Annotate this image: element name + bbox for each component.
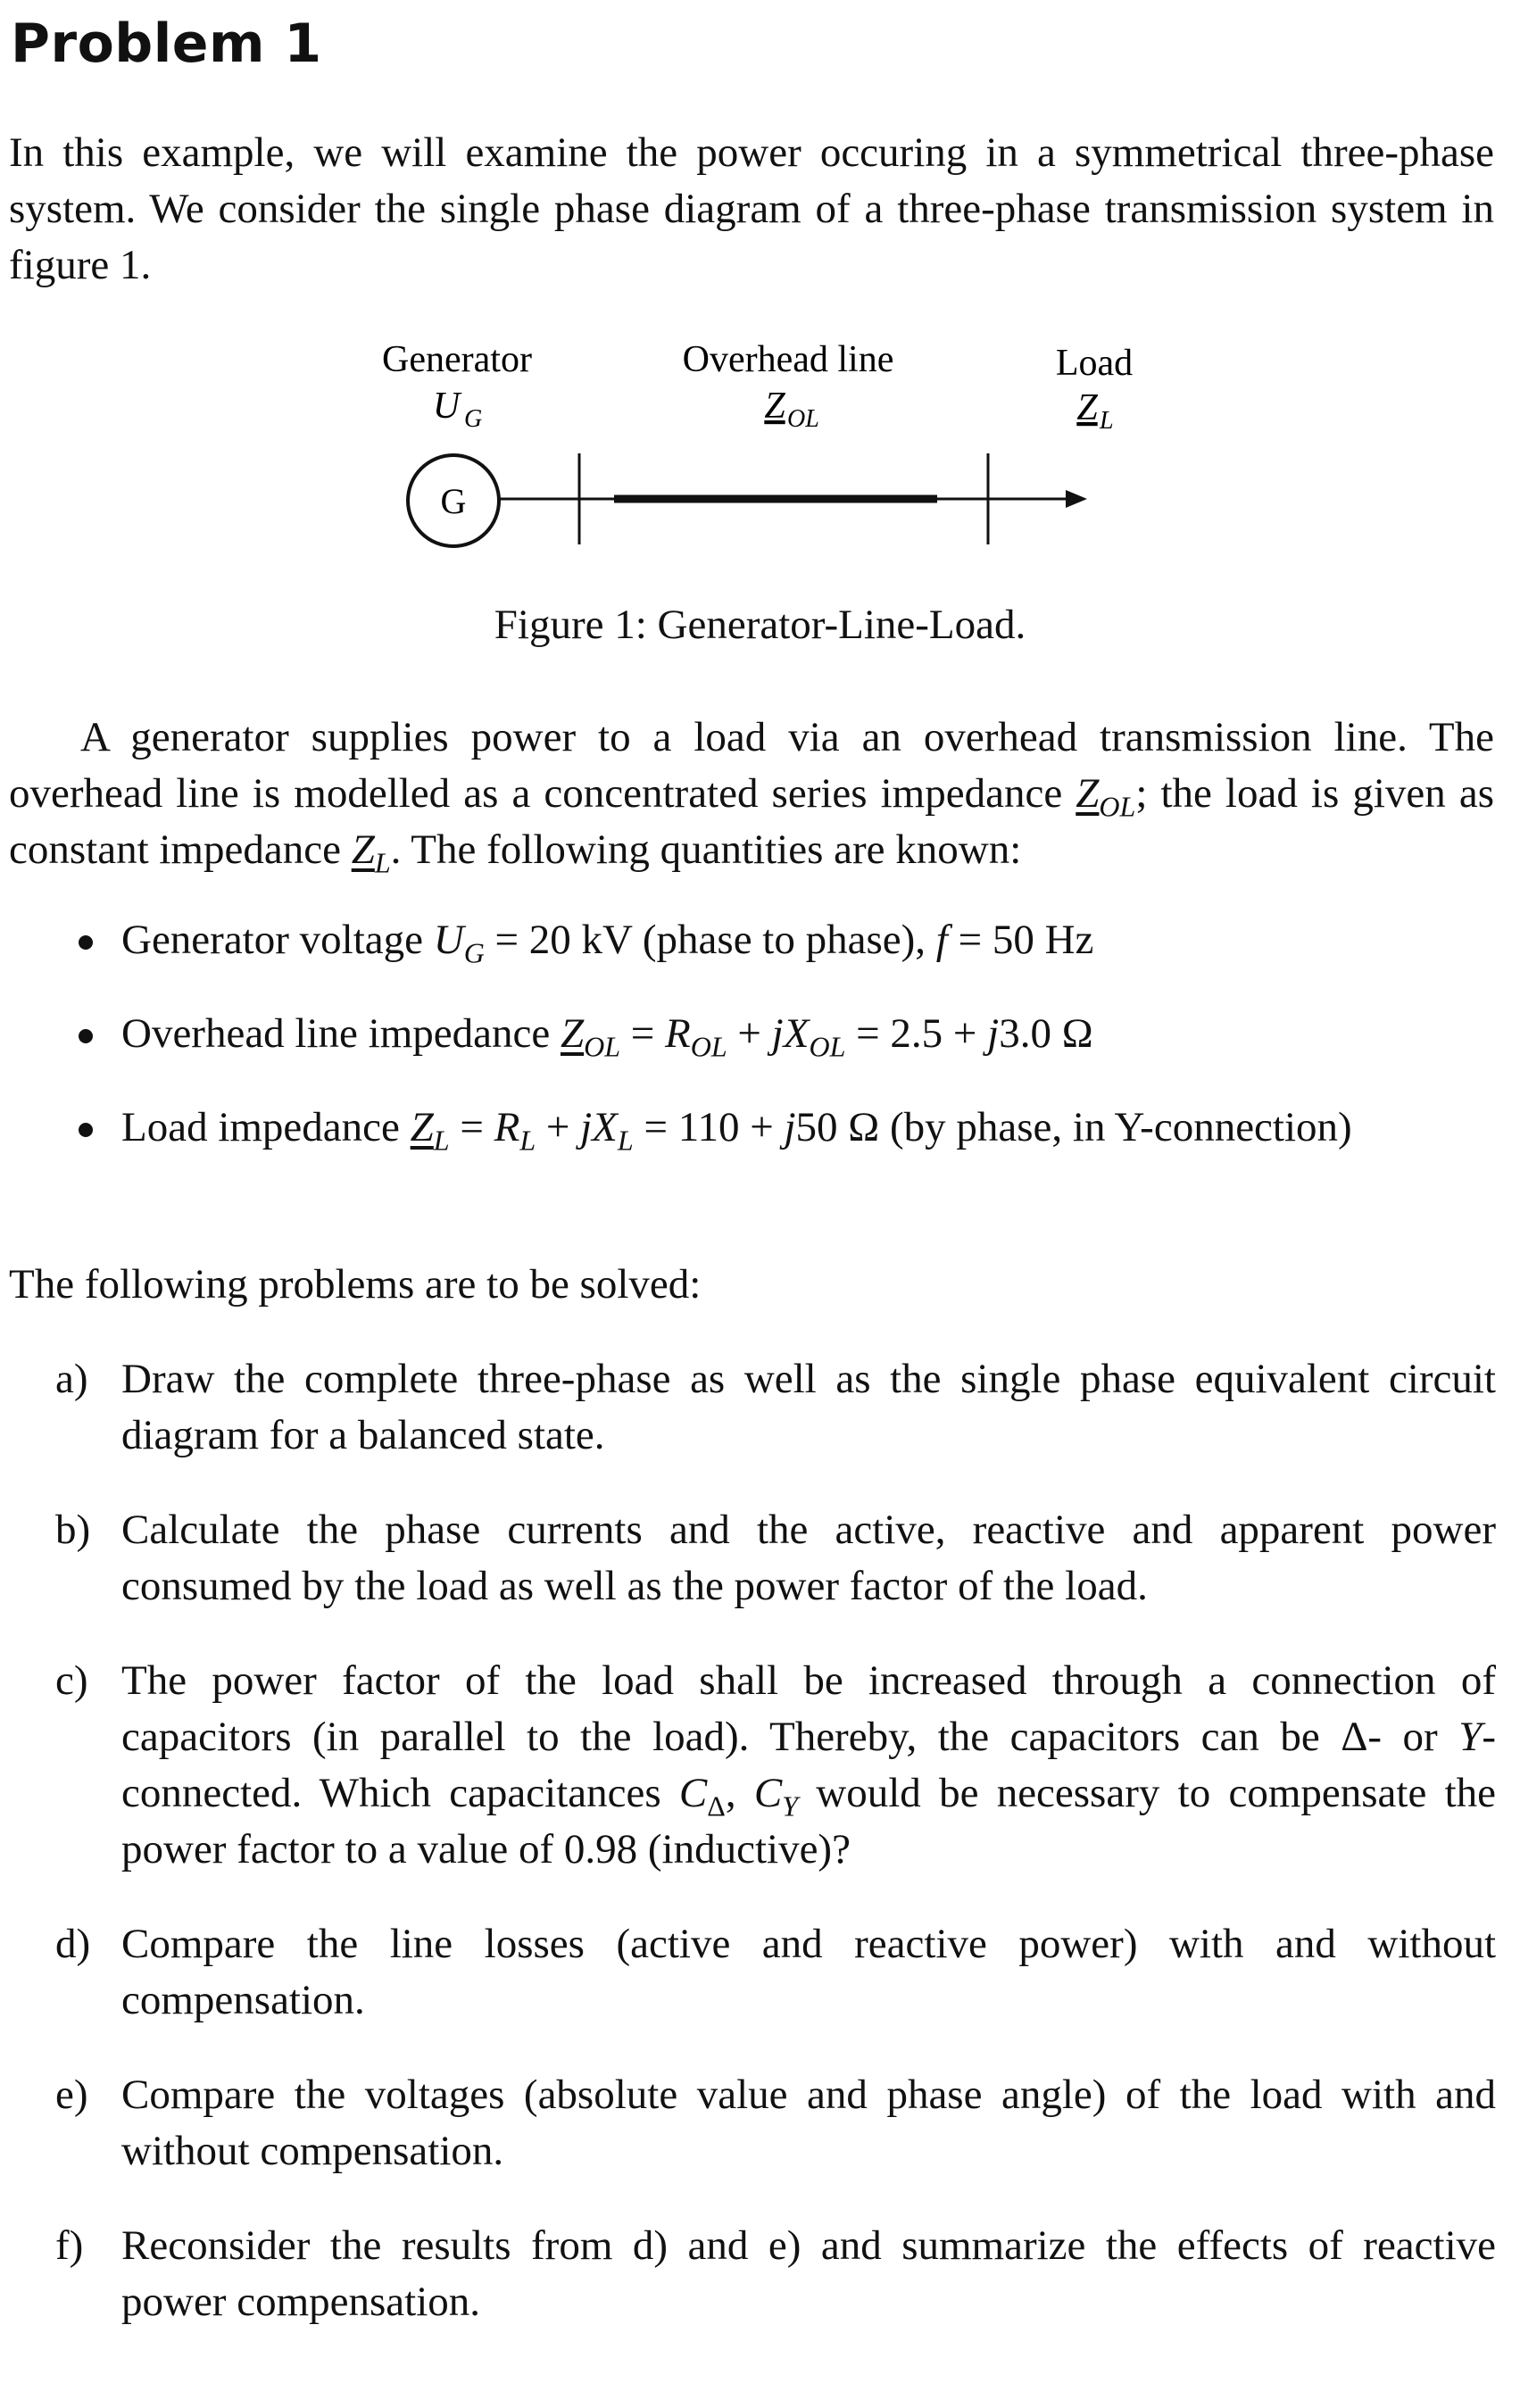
b2-mid: = bbox=[620, 1010, 666, 1057]
b2-tail: 3.0 Ω bbox=[999, 1010, 1093, 1057]
b3-mid: = bbox=[449, 1104, 494, 1150]
b3-j: j bbox=[784, 1104, 796, 1150]
b2-jx-sub: OL bbox=[809, 1030, 846, 1063]
b3-r: R bbox=[494, 1104, 520, 1150]
problem-e bbox=[0, 2067, 1496, 2180]
b2-value: = 2.5 + bbox=[845, 1010, 988, 1057]
intro-paragraph: In this example, we will examine the power occuring in a symmetrical three-phase system. We consider the single phase diagram of a three-phase transmission system in figure 1. bbox=[9, 129, 1494, 288]
list-item bbox=[0, 1100, 1496, 1156]
problem-b-text: Calculate the phase currents and the active, reactive and apparent power consumed by the load as well as the power factor of the load. bbox=[121, 1507, 1496, 1609]
b2-plus: + bbox=[727, 1010, 772, 1057]
generator-symbol-sub: G bbox=[464, 405, 483, 433]
problems-list bbox=[0, 1351, 1520, 2369]
b3-r-sub: L bbox=[519, 1124, 536, 1157]
b3-plus: + bbox=[536, 1104, 581, 1150]
load-symbol-sub: L bbox=[1100, 407, 1114, 435]
problem-c-label: c) bbox=[55, 1657, 88, 1704]
problem-c-comma: , bbox=[725, 1770, 754, 1816]
line-symbol: Z bbox=[764, 386, 785, 427]
problem-heading: Problem 1 bbox=[11, 12, 322, 75]
problem-c-c1-sub: Δ bbox=[707, 1789, 726, 1823]
b3-text: Load impedance bbox=[121, 1104, 411, 1150]
b1-sub: G bbox=[463, 936, 485, 969]
bullet-dot-icon bbox=[79, 935, 93, 950]
para2-text-a: A generator supplies power to a load via an overhead transmission line. The overhead line is modelled as a concentrated series impedance bbox=[9, 714, 1494, 817]
load-symbol: Z bbox=[1076, 387, 1098, 428]
para2-text-b: ; the load is given as constant impedance bbox=[9, 770, 1494, 873]
b1-text: Generator voltage bbox=[121, 917, 434, 963]
b3-eq: Z bbox=[410, 1104, 434, 1150]
figure-caption: Figure 1: Generator-Line-Load. bbox=[494, 602, 1026, 648]
b2-eq: Z bbox=[560, 1010, 585, 1057]
b3-jx-sub: L bbox=[617, 1124, 634, 1157]
problems-intro: The following problems are to be solved: bbox=[9, 1261, 702, 1308]
problem-c bbox=[0, 1653, 1496, 1878]
generator-label: Generator bbox=[382, 339, 532, 380]
generator-circle-label: G bbox=[440, 481, 467, 521]
generator-symbol: U bbox=[432, 386, 461, 427]
b3-tail: 50 Ω (by phase, in Y-connection) bbox=[795, 1104, 1352, 1150]
b2-eq-sub: OL bbox=[584, 1030, 621, 1063]
problem-e-text: Compare the voltages (absolute value and phase angle) of the load with and without compensation. bbox=[121, 2072, 1496, 2174]
problem-b bbox=[0, 1502, 1496, 1615]
problem-b-label: b) bbox=[55, 1507, 91, 1553]
b1-sym: U bbox=[433, 917, 464, 963]
problem-d bbox=[0, 1916, 1496, 2029]
description-paragraph bbox=[9, 710, 1494, 878]
problem-c-c2-sub: Y bbox=[782, 1789, 799, 1823]
problem-a-label: a) bbox=[55, 1356, 88, 1402]
problem-c-t1: The power factor of the load shall be increased through a connection of capacitors (in parallel to the load). Thereby, the capacitors can be Δ- or bbox=[121, 1657, 1496, 1760]
b3-jx: jX bbox=[580, 1104, 618, 1150]
problem-c-y: Y bbox=[1458, 1714, 1483, 1760]
para2-z-l-sub: L bbox=[374, 846, 391, 879]
b1-f: f bbox=[935, 917, 948, 963]
problem-f bbox=[0, 2218, 1496, 2330]
para2-z-ol-sub: OL bbox=[1099, 790, 1136, 823]
line-label: Overhead line bbox=[682, 339, 894, 380]
problem-c-t2: -connected. Which capacitances bbox=[121, 1714, 1496, 1816]
problem-f-text: Reconsider the results from d) and e) and summarize the effects of reactive power compensation. bbox=[121, 2222, 1496, 2325]
b2-r-sub: OL bbox=[690, 1030, 727, 1063]
problem-e-label: e) bbox=[55, 2072, 88, 2118]
problem-c-c2: C bbox=[753, 1770, 783, 1816]
b1-f-value: = 50 Hz bbox=[947, 917, 1094, 963]
problem-c-c1: C bbox=[678, 1770, 708, 1816]
problem-a bbox=[0, 1351, 1496, 1464]
list-item bbox=[0, 1006, 1496, 1062]
bullet-dot-icon bbox=[79, 1123, 93, 1137]
line-symbol-sub: OL bbox=[787, 405, 819, 433]
problem-d-label: d) bbox=[55, 1921, 91, 1967]
problem-f-label: f) bbox=[55, 2222, 84, 2269]
para2-text-c: . The following quantities are known: bbox=[390, 826, 1022, 873]
b2-jx: jX bbox=[771, 1010, 810, 1057]
b1-value: = 20 kV (phase to phase), bbox=[484, 917, 936, 963]
problem-c-t3: would be necessary to compensate the power factor to a value of 0.98 (inductive)? bbox=[121, 1770, 1496, 1872]
list-item bbox=[0, 912, 1496, 968]
para2-z-ol: Z bbox=[1076, 770, 1100, 817]
b3-value: = 110 + bbox=[633, 1104, 785, 1150]
b2-r: R bbox=[665, 1010, 691, 1057]
b2-j: j bbox=[987, 1010, 1000, 1057]
problem-a-text: Draw the complete three-phase as well as the single phase equivalent circuit diagram for a balanced state. bbox=[121, 1356, 1496, 1458]
bullet-dot-icon bbox=[79, 1029, 93, 1043]
problem-d-text: Compare the line losses (active and reactive power) with and without compensation. bbox=[121, 1921, 1496, 2023]
b2-text: Overhead line impedance bbox=[121, 1010, 561, 1057]
known-quantities-list bbox=[0, 912, 1520, 1193]
load-label: Load bbox=[1055, 343, 1134, 384]
load-arrow-icon bbox=[1066, 490, 1087, 508]
para2-z-l: Z bbox=[351, 826, 375, 873]
b3-eq-sub: L bbox=[433, 1124, 450, 1157]
